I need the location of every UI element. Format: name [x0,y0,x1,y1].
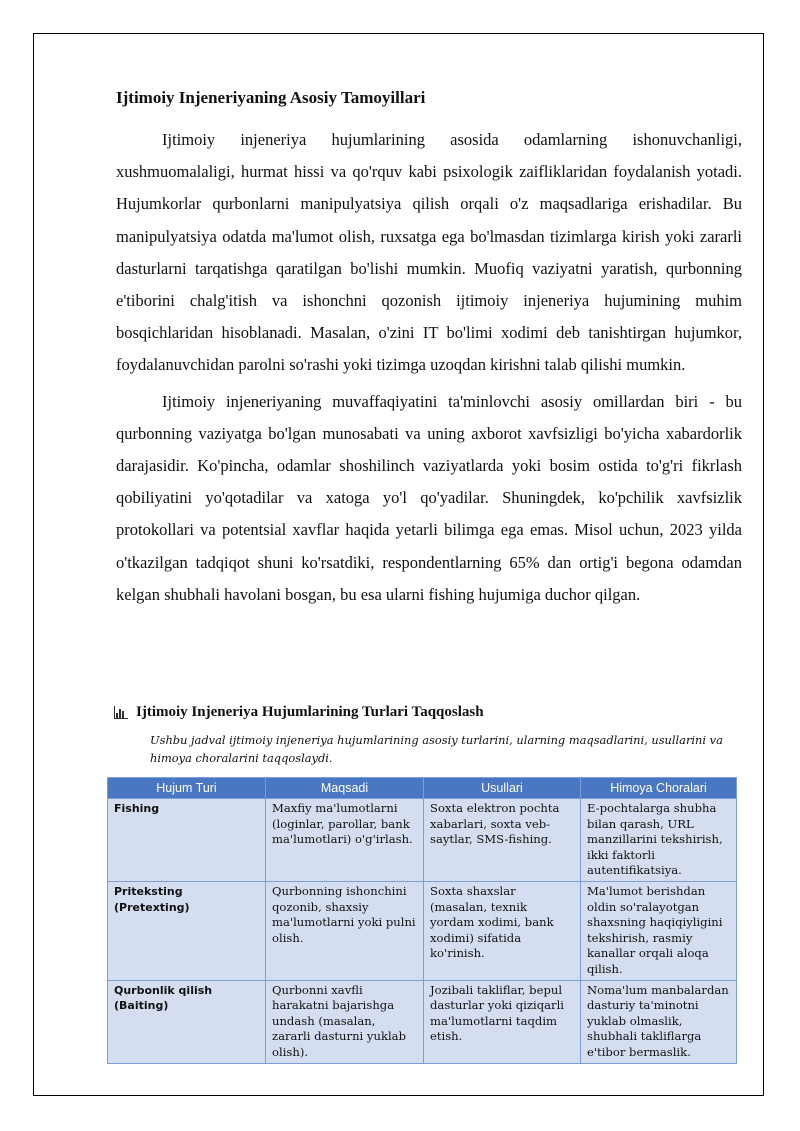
cell-purpose: Qurbonni xavfli harakatni bajarishga undash (masalan, zararli dasturni yuklab olish). [266,980,424,1063]
bar-chart-icon [114,706,128,719]
comparison-table [107,777,737,1064]
cell-attack-type: Priteksting (Pretexting) [108,881,266,980]
table-row [108,799,737,882]
header-purpose: Maqsadi [266,778,424,799]
paragraph-1: Ijtimoiy injeneriya hujumlarining asosida odamlarning ishonuvchanligi, xushmuomalaligi, hurmat hissi va qo'rquv kabi psixologik zaifliklaridan foydalanish yotadi. Hujumkorlar qurbonlarni manipulyatsiya qilish orqali o'z maqsadlariga erishadilar. Bu manipulyatsiya odatda ma'lumot olish, ruxsatga ega bo'lmasdan tizimlarga kirish yoki zararli dasturlarni tarqatishga qaratilgan bo'lishi mumkin. Muofiq vaziyatni yaratish, qurbonning e'tiborini chalg'itish va ishonchni qozonish ijtimoiy injeneriya hujumining muhim bosqichlaridan hisoblanadi. Masalan, o'zini IT bo'limi xodimi deb tanishtirgan hujumkor, foydalanuvchidan parolni so'rashi yoki tizimga uzoqdan kirishni talab qilishi mumkin. [116,130,742,375]
cell-purpose: Qurbonning ishonchini qozonib, shaxsiy ma'lumotlarni yoki pulni olish. [266,881,424,980]
document-body [116,86,742,615]
table-caption-text: Ijtimoiy Injeneriya Hujumlarining Turlari Taqqoslash [136,704,484,720]
cell-protection: E-pochtalarga shubha bilan qarash, URL manzillarini tekshirish, ikki faktorli autentifikatsiya. [581,799,737,882]
paragraph-2: Ijtimoiy injeneriyaning muvaffaqiyatini ta'minlovchi asosiy omillardan biri - bu qurbonning vaziyatga bo'lgan munosabati va uning axborot xavfsizligi bo'yicha xabardorlik darajasidir. Ko'pincha, odamlar shoshilinch vaziyatlarda yoki bosim ostida to'g'ri fikrlash qobiliyatini yo'qotadilar va xatoga yo'l qo'yadilar. Shuningdek, ko'pchilik xavfsizlik protokollari va potentsial xavflar haqida yetarli bilimga ega emas. Misol uchun, 2023 yilda o'tkazilgan tadqiqot shuni ko'rsatdiki, respondentlarning 65% dan ortig'i begona odamdan kelgan shubhali havolani bosgan, bu esa ularni fishing hujumiga duchor qilgan. [116,391,742,604]
header-attack-type: Hujum Turi [108,778,266,799]
header-methods: Usullari [424,778,581,799]
table-description: Ushbu jadval ijtimoiy injeneriya hujumlarining asosiy turlarini, ularning maqsadlarini, usullarini va himoya choralarini taqqoslaydi. [150,733,723,765]
table-row [108,980,737,1063]
table-header-row [108,778,737,799]
cell-purpose: Maxfiy ma'lumotlarni (loginlar, parollar, bank ma'lumotlari) o'g'irlash. [266,799,424,882]
cell-attack-type: Fishing [108,799,266,882]
cell-protection: Noma'lum manbalardan dasturiy ta'minotni yuklab olmaslik, shubhali takliflarga e'tibor bermaslik. [581,980,737,1063]
cell-protection: Ma'lumot berishdan oldin so'ralayotgan shaxsning haqiqiyligini tekshirish, rasmiy kanallar orqali aloqa qilish. [581,881,737,980]
cell-methods: Jozibali takliflar, bepul dasturlar yoki qiziqarli ma'lumotlarni taqdim etish. [424,980,581,1063]
section-heading: Ijtimoiy Injeneriyaning Asosiy Tamoyillari [116,88,426,107]
header-protection: Himoya Choralari [581,778,737,799]
cell-methods: Soxta elektron pochta xabarlari, soxta veb-saytlar, SMS-fishing. [424,799,581,882]
cell-attack-type: Qurbonlik qilish (Baiting) [108,980,266,1063]
table-row [108,881,737,980]
table-caption [114,704,484,721]
cell-methods: Soxta shaxslar (masalan, texnik yordam xodimi, bank xodimi) sifatida ko'rinish. [424,881,581,980]
